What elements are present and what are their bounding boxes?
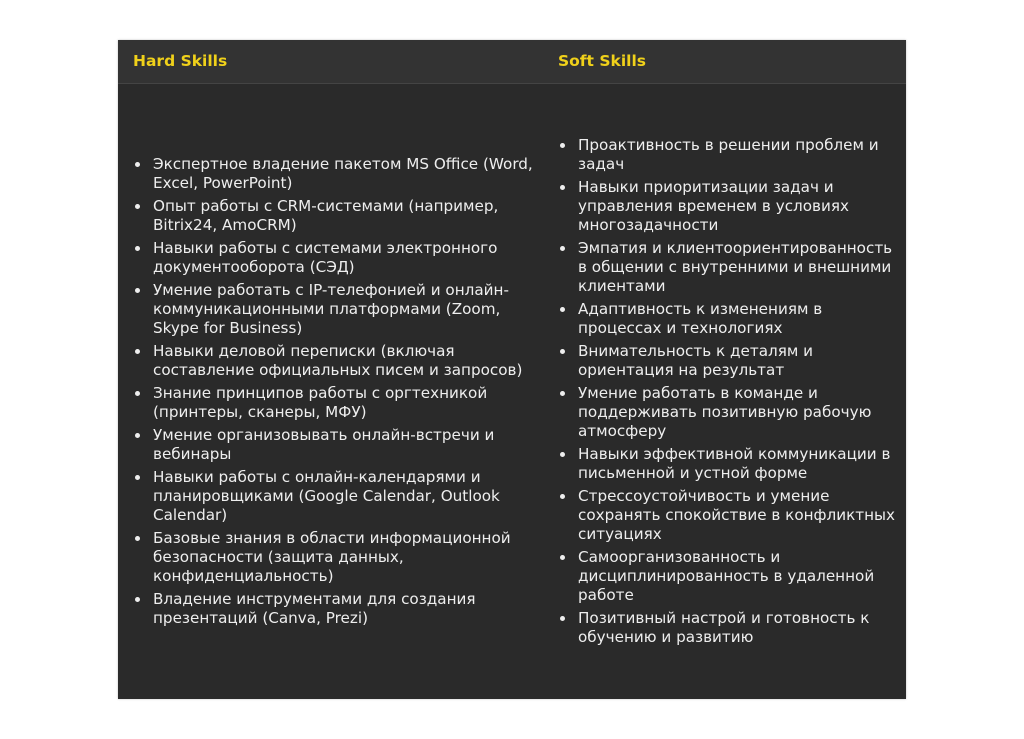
soft-skills-list <box>543 136 906 647</box>
list-item: Опыт работы с CRM-системами (например, Bitrix24, AmoCRM) <box>118 197 543 235</box>
list-item: Владение инструментами для создания презентаций (Canva, Prezi) <box>118 590 543 628</box>
list-item: Проактивность в решении проблем и задач <box>543 136 906 174</box>
list-item: Адаптивность к изменениям в процессах и технологиях <box>543 300 906 338</box>
list-item: Стрессоустойчивость и умение сохранять спокойствие в конфликтных ситуациях <box>543 487 906 544</box>
list-item: Навыки работы с онлайн-календарями и планировщиками (Google Calendar, Outlook Calendar) <box>118 468 543 525</box>
hard-skills-column <box>118 84 543 699</box>
list-item: Базовые знания в области информационной безопасности (защита данных, конфиденциальность) <box>118 529 543 586</box>
list-item: Умение работать в команде и поддерживать позитивную рабочую атмосферу <box>543 384 906 441</box>
list-item: Позитивный настрой и готовность к обучению и развитию <box>543 609 906 647</box>
list-item: Внимательность к деталям и ориентация на результат <box>543 342 906 380</box>
list-item: Навыки эффективной коммуникации в письменной и устной форме <box>543 445 906 483</box>
list-item: Навыки приоритизации задач и управления временем в условиях многозадачности <box>543 178 906 235</box>
soft-skills-column <box>543 84 906 699</box>
list-item: Эмпатия и клиентоориентированность в общении с внутренними и внешними клиентами <box>543 239 906 296</box>
skills-table <box>118 40 906 699</box>
hard-skills-list <box>118 155 543 628</box>
list-item: Экспертное владение пакетом MS Office (Word, Excel, PowerPoint) <box>118 155 543 193</box>
hard-skills-heading: Hard Skills <box>133 52 228 70</box>
list-item: Навыки деловой переписки (включая составление официальных писем и запросов) <box>118 342 543 380</box>
list-item: Знание принципов работы с оргтехникой (принтеры, сканеры, МФУ) <box>118 384 543 422</box>
list-item: Умение организовывать онлайн-встречи и вебинары <box>118 426 543 464</box>
list-item: Навыки работы с системами электронного документооборота (СЭД) <box>118 239 543 277</box>
list-item: Умение работать с IP-телефонией и онлайн-коммуникационными платформами (Zoom, Skype for Business) <box>118 281 543 338</box>
soft-skills-heading: Soft Skills <box>558 52 646 70</box>
table-header-row <box>118 40 906 84</box>
list-item: Самоорганизованность и дисциплинированность в удаленной работе <box>543 548 906 605</box>
